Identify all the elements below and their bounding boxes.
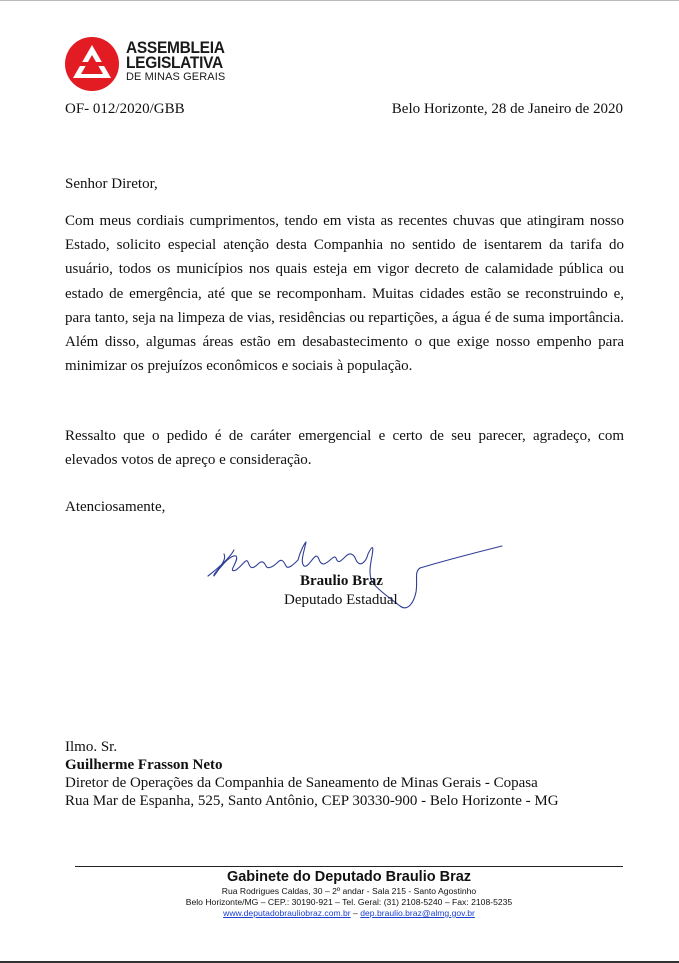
footer-address-line2: Belo Horizonte/MG – CEP.: 30190-921 – Tel. Geral: (31) 2108-5240 – Fax: 2108-5235 xyxy=(185,897,513,907)
footer-divider xyxy=(75,866,623,867)
recipient-block xyxy=(65,738,559,810)
body-paragraph: Ressalto que o pedido é de caráter emergencial e certo de seu parecer, agradeço, com elevados votos de apreço e consideração. xyxy=(65,428,624,469)
document-reference: OF- 012/2020/GBB xyxy=(65,101,185,117)
signer-title: Deputado Estadual xyxy=(284,592,398,608)
closing: Atenciosamente, xyxy=(65,499,166,515)
email-link[interactable]: dep.braulio.braz@almg.gov.br xyxy=(360,908,475,918)
footer xyxy=(75,868,623,919)
footer-title: Gabinete do Deputado Braulio Braz xyxy=(226,869,472,885)
letterhead-line3: DE MINAS GERAIS xyxy=(126,71,226,83)
document-date: Belo Horizonte, 28 de Janeiro de 2020 xyxy=(391,101,623,117)
letterhead-line2: LEGISLATIVA xyxy=(126,53,223,73)
website-link[interactable]: www.deputadobrauliobraz.com.br xyxy=(223,908,351,918)
salutation: Senhor Diretor, xyxy=(65,176,158,192)
footer-separator: – xyxy=(350,908,361,918)
recipient-honorific: Ilmo. Sr. xyxy=(65,739,118,755)
recipient-name: Guilherme Frasson Neto xyxy=(65,757,223,773)
footer-address-line1: Rua Rodrigues Caldas, 30 – 2º andar - Sala 215 - Santo Agostinho xyxy=(221,886,477,896)
letterhead-logo xyxy=(64,36,234,86)
signer-name: Braulio Braz xyxy=(300,573,383,589)
letterhead-text xyxy=(126,40,225,84)
recipient-address: Rua Mar de Espanha, 525, Santo Antônio, CEP 30330-900 - Belo Horizonte - MG xyxy=(65,793,559,809)
page-top-border xyxy=(0,0,679,1)
assembly-logo-icon xyxy=(64,36,120,92)
recipient-role: Diretor de Operações da Companhia de Saneamento de Minas Gerais - Copasa xyxy=(65,775,538,791)
footer-contacts xyxy=(75,908,623,919)
body-paragraph: Com meus cordiais cumprimentos, tendo em vista as recentes chuvas que atingiram nosso Estado, solicito especial atenção desta Companhia no sentido de isentarem da tarifa do usuário, todos os municípios nos quais esteja em vigor decreto de calamidade pública ou estado de emergência, até que se recomponham. Muitas cidades estão se reconstruindo e, para tanto, seja na limpeza de vias, residências ou repartições, a água é de suma importância. Além disso, algumas áreas estão em desabastecimento o que exige nosso empenho para minimizar os prejuízos econômicos e sociais à população. xyxy=(65,213,624,375)
letterhead-line1: ASSEMBLEIA xyxy=(126,38,225,58)
